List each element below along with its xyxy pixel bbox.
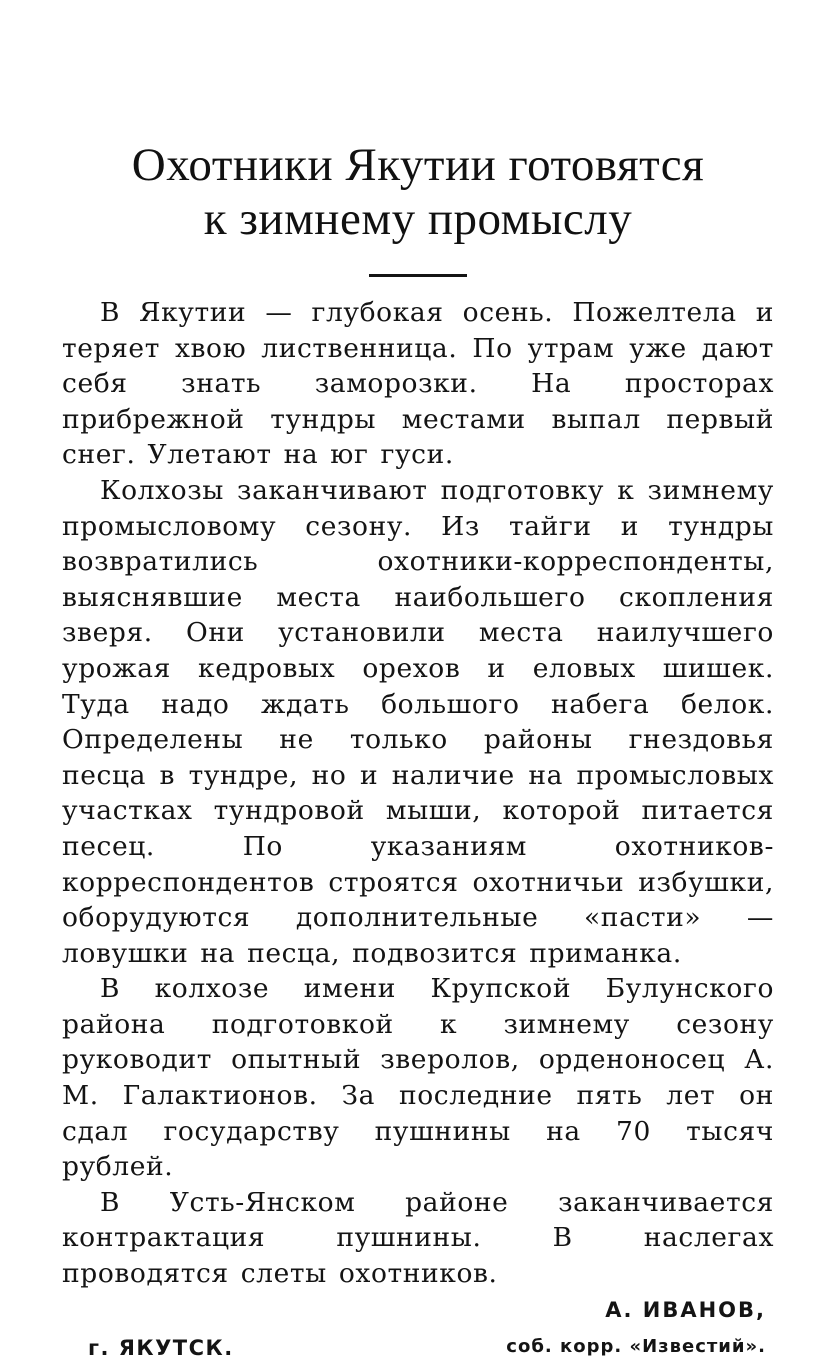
article-signature	[62, 1296, 774, 1366]
headline-divider	[369, 274, 467, 277]
paragraph-2: Колхозы заканчивают подготовку к зимнему промысловому сезону. Из тайги и тундры возвратились охотники-корреспонденты, выяснявшие места наибольшего скопления зверя. Они установили места наилучшего урожая кедровых орехов и еловых шишек. Туда надо ждать большого набега белок. Определены не только районы гнездовья песца в тундре, но и наличие на промысловых участках тундровой мыши, которой питается песец. По указаниям охотников-корреспондентов строятся охотничьи избушки, оборудуются дополнительные «пасти» — ловушки на песца, подвозится приманка.	[62, 474, 774, 969]
article-headline	[62, 138, 774, 246]
dateline-place: г. ЯКУТСК.	[88, 1335, 234, 1360]
paragraph-1: В Якутии — глубокая осень. Пожелтела и теряет хвою лиственница. По утрам уже дают себя знать заморозки. На просторах прибрежной тундры местами выпал первый снег. Улетают на юг гуси.	[62, 297, 774, 471]
article-body	[62, 295, 774, 1292]
paragraph-4: В Усть-Янском районе заканчивается контрактация пушнины. В наслегах проводятся слеты охотников.	[62, 1186, 774, 1290]
author-name: А. ИВАНОВ,	[605, 1297, 766, 1322]
paragraph-3: В колхозе имени Крупской Булунского района подготовкой к зимнему сезону руководит опытный зверолов, орденоносец А. М. Галактионов. За последние пять лет он сдал государству пушнины на 70 тысяч рублей.	[62, 973, 774, 1183]
author-role: соб. корр. «Известий».	[506, 1335, 766, 1357]
headline-line-2: к зимнему промыслу	[203, 193, 633, 245]
headline-line-1: Охотники Якутии готовятся	[131, 139, 705, 191]
newspaper-article	[62, 138, 774, 1366]
